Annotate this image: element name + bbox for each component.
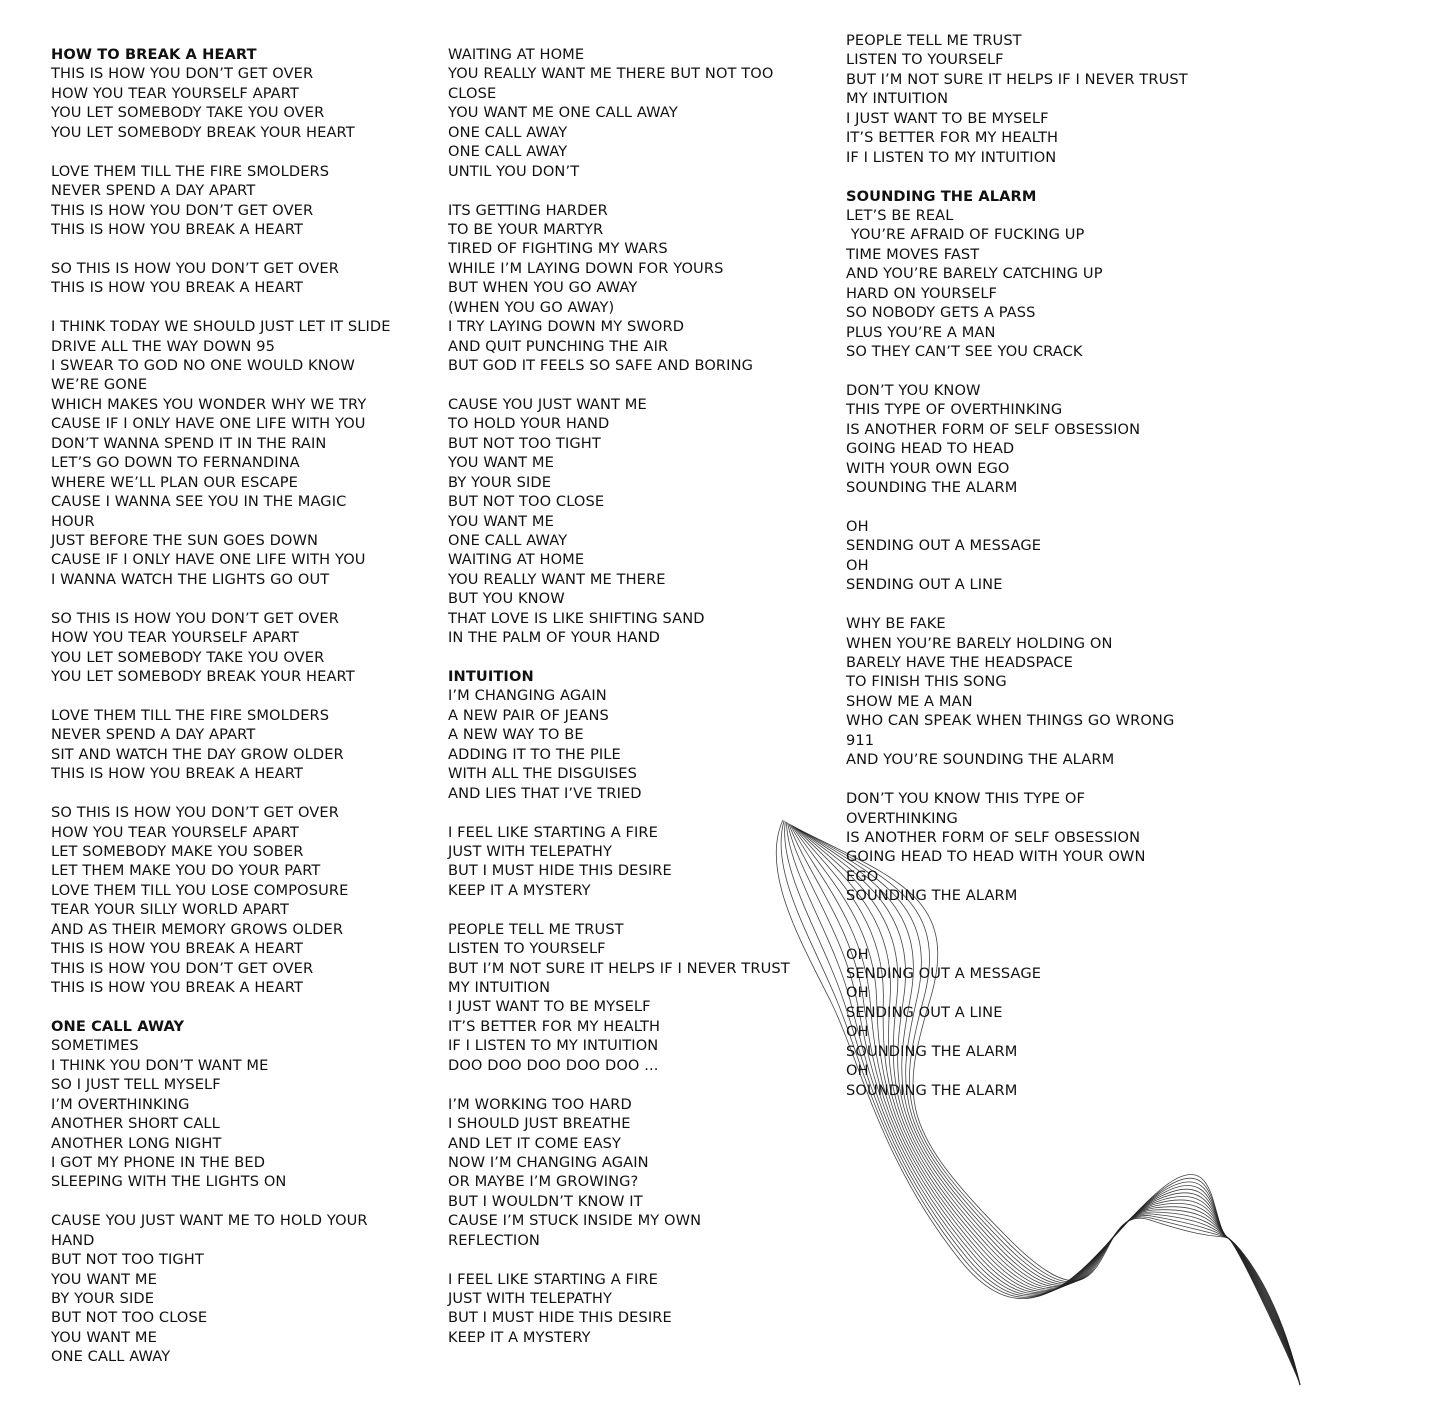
lyric-line: LOVE THEM TILL YOU LOSE COMPOSURE [51, 881, 349, 899]
lyric-line: THIS IS HOW YOU BREAK A HEART [51, 979, 304, 996]
stanza-gap [448, 648, 818, 667]
stanza-gap [846, 167, 1226, 186]
lyric-line: SENDING OUT A LINE [846, 576, 1003, 594]
lyric-line: UNTIL YOU DON’T [448, 162, 580, 180]
lyric-line: ONE CALL AWAY [51, 1348, 171, 1366]
lyric-line: A NEW WAY TO BE [448, 726, 584, 744]
lyric-line: I WANNA WATCH THE LIGHTS GO OUT [51, 570, 330, 588]
lyric-line: OR MAYBE I’M GROWING? [448, 1173, 639, 1191]
lyric-line: A NEW PAIR OF JEANS [448, 706, 609, 724]
stanza-gap [448, 900, 818, 919]
lyric-line: OVERTHINKING [846, 809, 958, 827]
lyric-line: OH [846, 1062, 869, 1080]
lyric-line: LISTEN TO YOURSELF [448, 940, 606, 958]
lyric-line: I TRY LAYING DOWN MY SWORD [448, 318, 685, 336]
lyric-line: IF I LISTEN TO MY INTUITION [448, 1037, 659, 1055]
lyric-line: THIS IS HOW YOU BREAK A HEART [51, 220, 304, 238]
lyric-line: AND AS THEIR MEMORY GROWS OLDER [51, 920, 344, 938]
lyric-line: SENDING OUT A LINE [846, 1003, 1003, 1021]
lyric-line: I GOT MY PHONE IN THE BED [51, 1153, 266, 1171]
lyric-line: SOUNDING THE ALARM [846, 1042, 1018, 1060]
lyric-line: NEVER SPEND A DAY APART [51, 182, 256, 200]
stanza-gap [51, 298, 421, 317]
lyric-line: LISTEN TO YOURSELF [846, 51, 1004, 69]
lyric-line: CAUSE I’M STUCK INSIDE MY OWN [448, 1212, 702, 1230]
lyric-line: JUST BEFORE THE SUN GOES DOWN [51, 531, 319, 549]
lyric-line: BUT NOT TOO TIGHT [51, 1251, 204, 1269]
lyric-line: IS ANOTHER FORM OF SELF OBSESSION [846, 828, 1141, 846]
stanza-gap [846, 498, 1226, 517]
lyric-line: YOU WANT ME [448, 512, 554, 530]
lyric-line: WITH ALL THE DISGUISES [448, 765, 637, 783]
lyric-line: SO I JUST TELL MYSELF [51, 1076, 221, 1094]
lyric-line: TO BE YOUR MARTYR [448, 220, 604, 238]
lyric-line: AND LET IT COME EASY [448, 1134, 622, 1152]
lyric-line: I’M CHANGING AGAIN [448, 687, 607, 705]
lyric-line: YOU WANT ME [448, 454, 554, 472]
lyric-line: HAND [51, 1231, 95, 1249]
song-title: ONE CALL AWAY [51, 1017, 185, 1035]
lyric-line: YOU WANT ME [51, 1270, 157, 1288]
lyric-line: BUT WHEN YOU GO AWAY [448, 279, 638, 297]
lyric-line: DOO DOO DOO DOO DOO ... [448, 1056, 659, 1074]
lyric-line: BUT YOU KNOW [448, 590, 565, 608]
lyric-line: NEVER SPEND A DAY APART [51, 726, 256, 744]
lyric-line: WITH YOUR OWN EGO [846, 459, 1010, 477]
lyric-line: BUT GOD IT FEELS SO SAFE AND BORING [448, 357, 753, 374]
lyric-line: IF I LISTEN TO MY INTUITION [846, 148, 1057, 166]
lyric-line: NOW I’M CHANGING AGAIN [448, 1153, 649, 1171]
lyric-line: SOUNDING THE ALARM [846, 479, 1018, 497]
lyric-line: REFLECTION [448, 1231, 540, 1249]
lyric-line: DRIVE ALL THE WAY DOWN 95 [51, 337, 275, 355]
lyric-line: EGO [846, 867, 879, 885]
lyric-line: I FEEL LIKE STARTING A FIRE [448, 1270, 658, 1288]
lyric-line: IN THE PALM OF YOUR HAND [448, 629, 660, 647]
lyric-line: LET’S BE REAL [846, 206, 954, 224]
lyric-line: WAITING AT HOME [448, 551, 585, 569]
lyric-line: AND YOU’RE BARELY CATCHING UP [846, 265, 1103, 283]
lyric-line: LOVE THEM TILL THE FIRE SMOLDERS [51, 162, 330, 180]
lyric-line: CAUSE YOU JUST WANT ME [448, 395, 647, 413]
lyric-line: SO THIS IS HOW YOU DON’T GET OVER [51, 609, 339, 627]
stanza-gap [51, 142, 421, 161]
lyric-line: TIME MOVES FAST [846, 245, 980, 263]
lyric-line: BUT I’M NOT SURE IT HELPS IF I NEVER TRUST [846, 70, 1188, 88]
lyric-line: BUT I’M NOT SURE IT HELPS IF I NEVER TRUST [448, 959, 790, 977]
lyric-line: DON’T YOU KNOW [846, 381, 981, 399]
lyric-line: ONE CALL AWAY [448, 531, 568, 549]
lyric-line: CAUSE YOU JUST WANT ME TO HOLD YOUR [51, 1212, 368, 1230]
lyric-line: TIRED OF FIGHTING MY WARS [448, 240, 668, 258]
lyric-line: YOU REALLY WANT ME THERE BUT NOT TOO [448, 65, 774, 83]
lyric-line: SLEEPING WITH THE LIGHTS ON [51, 1173, 287, 1191]
lyric-line: LET THEM MAKE YOU DO YOUR PART [51, 862, 321, 880]
lyric-line: 911 [846, 731, 875, 749]
lyric-line: PEOPLE TELL ME TRUST [448, 920, 624, 938]
lyric-line: HOW YOU TEAR YOURSELF APART [51, 823, 299, 841]
lyric-line: YOU LET SOMEBODY TAKE YOU OVER [51, 648, 325, 666]
lyric-line: WHY BE FAKE [846, 615, 946, 633]
lyric-line: CAUSE I WANNA SEE YOU IN THE MAGIC [51, 493, 347, 511]
lyric-line: BARELY HAVE THE HEADSPACE [846, 654, 1073, 671]
lyric-line: ITS GETTING HARDER [448, 201, 608, 219]
stanza-gap [448, 375, 818, 394]
lyric-line: SO THEY CAN’T SEE YOU CRACK [846, 343, 1083, 360]
lyric-line: BUT I MUST HIDE THIS DESIRE [448, 862, 672, 880]
lyric-line: YOU’RE AFRAID OF FUCKING UP [846, 226, 1085, 244]
lyrics-column-1 [51, 45, 421, 1367]
lyric-line: THIS IS HOW YOU DON’T GET OVER [51, 959, 314, 977]
lyric-line: BY YOUR SIDE [448, 473, 552, 491]
lyric-line: HARD ON YOURSELF [846, 284, 998, 302]
stanza-gap [448, 1250, 818, 1269]
stanza-gap [51, 589, 421, 608]
lyric-line: SO NOBODY GETS A PASS [846, 304, 1036, 322]
lyric-line: MY INTUITION [846, 90, 949, 108]
lyric-line: AND QUIT PUNCHING THE AIR [448, 337, 669, 355]
lyric-line: JUST WITH TELEPATHY [448, 842, 612, 860]
lyric-line: TO HOLD YOUR HAND [448, 415, 610, 433]
lyric-line: SO THIS IS HOW YOU DON’T GET OVER [51, 259, 339, 277]
lyric-line: I JUST WANT TO BE MYSELF [846, 109, 1049, 127]
lyric-line: YOU LET SOMEBODY TAKE YOU OVER [51, 104, 325, 122]
stanza-gap [51, 1192, 421, 1211]
lyrics-column-2 [448, 45, 818, 1347]
stanza-gap [846, 906, 1226, 925]
lyric-line: YOU LET SOMEBODY BREAK YOUR HEART [51, 668, 355, 685]
lyric-line: YOU REALLY WANT ME THERE [448, 570, 666, 588]
lyric-line: SOMETIMES [51, 1037, 139, 1055]
lyric-line: WAITING AT HOME [448, 46, 585, 63]
lyric-line: HOW YOU TEAR YOURSELF APART [51, 629, 299, 647]
lyric-line: TEAR YOUR SILLY WORLD APART [51, 901, 289, 919]
lyric-line: TO FINISH THIS SONG [846, 673, 1007, 691]
lyric-line: I’M OVERTHINKING [51, 1095, 190, 1113]
song-title: HOW TO BREAK A HEART [51, 46, 257, 63]
lyric-line: AND LIES THAT I’VE TRIED [448, 784, 642, 802]
lyric-line: CAUSE IF I ONLY HAVE ONE LIFE WITH YOU [51, 551, 366, 569]
lyric-line: ONE CALL AWAY [448, 123, 568, 141]
lyric-line: I’M WORKING TOO HARD [448, 1095, 632, 1113]
lyric-line: BUT NOT TOO TIGHT [448, 434, 601, 452]
lyric-line: GOING HEAD TO HEAD WITH YOUR OWN [846, 848, 1146, 866]
lyric-line: ONE CALL AWAY [448, 143, 568, 161]
lyric-line: WHEN YOU’RE BARELY HOLDING ON [846, 634, 1113, 652]
lyric-line: ANOTHER SHORT CALL [51, 1115, 220, 1133]
lyric-line: LET’S GO DOWN TO FERNANDINA [51, 454, 300, 472]
lyric-line: YOU LET SOMEBODY BREAK YOUR HEART [51, 123, 355, 141]
lyric-line: PEOPLE TELL ME TRUST [846, 32, 1022, 49]
lyric-line: WHO CAN SPEAK WHEN THINGS GO WRONG [846, 712, 1175, 730]
lyric-line: LET SOMEBODY MAKE YOU SOBER [51, 842, 304, 860]
lyric-line: SENDING OUT A MESSAGE [846, 537, 1042, 555]
lyric-line: I THINK YOU DON’T WANT ME [51, 1056, 269, 1074]
lyric-line: I JUST WANT TO BE MYSELF [448, 998, 651, 1016]
lyric-line: OH [846, 1023, 869, 1041]
lyrics-column-3 [846, 31, 1226, 1100]
lyric-line: WHERE WE’LL PLAN OUR ESCAPE [51, 473, 298, 491]
lyric-line: OH [846, 984, 869, 1002]
stanza-gap [51, 997, 421, 1016]
lyric-line: I FEEL LIKE STARTING A FIRE [448, 823, 658, 841]
lyric-line: (WHEN YOU GO AWAY) [448, 298, 615, 316]
lyric-line: I SWEAR TO GOD NO ONE WOULD KNOW [51, 357, 355, 374]
lyric-line: BUT I WOULDN’T KNOW IT [448, 1192, 643, 1210]
lyric-line: SIT AND WATCH THE DAY GROW OLDER [51, 745, 344, 763]
stanza-gap [448, 803, 818, 822]
lyric-line: SHOW ME A MAN [846, 692, 973, 710]
stanza-gap [51, 686, 421, 705]
lyric-line: THAT LOVE IS LIKE SHIFTING SAND [448, 609, 705, 627]
lyric-line: BUT I MUST HIDE THIS DESIRE [448, 1309, 672, 1327]
lyric-line: WE’RE GONE [51, 376, 148, 394]
lyric-line: WHILE I’M LAYING DOWN FOR YOURS [448, 259, 724, 277]
song-title: SOUNDING THE ALARM [846, 187, 1037, 205]
lyric-line: HOW YOU TEAR YOURSELF APART [51, 84, 299, 102]
lyric-line: I SHOULD JUST BREATHE [448, 1115, 631, 1133]
lyric-line: PLUS YOU’RE A MAN [846, 323, 996, 341]
stanza-gap [51, 239, 421, 258]
lyric-line: SO THIS IS HOW YOU DON’T GET OVER [51, 804, 339, 822]
lyric-line: MY INTUITION [448, 979, 551, 996]
stanza-gap [846, 925, 1226, 944]
lyric-line: THIS IS HOW YOU BREAK A HEART [51, 279, 304, 297]
lyric-line: KEEP IT A MYSTERY [448, 1328, 591, 1346]
lyric-line: BY YOUR SIDE [51, 1290, 155, 1307]
lyric-line: BUT NOT TOO CLOSE [448, 493, 605, 511]
lyric-line: KEEP IT A MYSTERY [448, 881, 591, 899]
stanza-gap [448, 181, 818, 200]
lyric-line: LOVE THEM TILL THE FIRE SMOLDERS [51, 706, 330, 724]
lyric-line: THIS TYPE OF OVERTHINKING [846, 401, 1063, 419]
lyric-line: ANOTHER LONG NIGHT [51, 1134, 222, 1152]
lyric-line: GOING HEAD TO HEAD [846, 440, 1015, 458]
lyric-line: CAUSE IF I ONLY HAVE ONE LIFE WITH YOU [51, 415, 366, 433]
lyric-line: ADDING IT TO THE PILE [448, 745, 621, 763]
lyric-line: CLOSE [448, 84, 497, 102]
stanza-gap [846, 361, 1226, 380]
lyric-line: OH [846, 556, 869, 574]
lyric-line: YOU WANT ME ONE CALL AWAY [448, 104, 678, 122]
lyric-line: HOUR [51, 512, 95, 530]
stanza-gap [448, 1075, 818, 1094]
stanza-gap [846, 595, 1226, 614]
lyric-line: SOUNDING THE ALARM [846, 1081, 1018, 1099]
lyric-line: THIS IS HOW YOU DON’T GET OVER [51, 65, 314, 83]
lyric-line: WHICH MAKES YOU WONDER WHY WE TRY [51, 395, 367, 413]
lyric-line: THIS IS HOW YOU DON’T GET OVER [51, 201, 314, 219]
lyric-line: BUT NOT TOO CLOSE [51, 1309, 208, 1327]
song-title: INTUITION [448, 668, 534, 685]
lyric-line: OH [846, 517, 869, 535]
stanza-gap [51, 784, 421, 803]
lyric-line: OH [846, 945, 869, 963]
lyric-line: THIS IS HOW YOU BREAK A HEART [51, 765, 304, 783]
lyric-line: JUST WITH TELEPATHY [448, 1290, 612, 1307]
lyric-line: YOU WANT ME [51, 1328, 157, 1346]
stanza-gap [846, 770, 1226, 789]
lyric-line: DON’T WANNA SPEND IT IN THE RAIN [51, 434, 327, 452]
lyric-line: IT’S BETTER FOR MY HEALTH [846, 129, 1059, 147]
lyric-line: SOUNDING THE ALARM [846, 887, 1018, 905]
lyric-line: IS ANOTHER FORM OF SELF OBSESSION [846, 420, 1141, 438]
lyric-line: DON’T YOU KNOW THIS TYPE OF [846, 790, 1085, 808]
lyric-line: I THINK TODAY WE SHOULD JUST LET IT SLIDE [51, 318, 391, 336]
lyric-line: SENDING OUT A MESSAGE [846, 965, 1042, 982]
lyric-line: IT’S BETTER FOR MY HEALTH [448, 1017, 661, 1035]
lyric-line: AND YOU’RE SOUNDING THE ALARM [846, 751, 1115, 769]
lyric-line: THIS IS HOW YOU BREAK A HEART [51, 940, 304, 958]
